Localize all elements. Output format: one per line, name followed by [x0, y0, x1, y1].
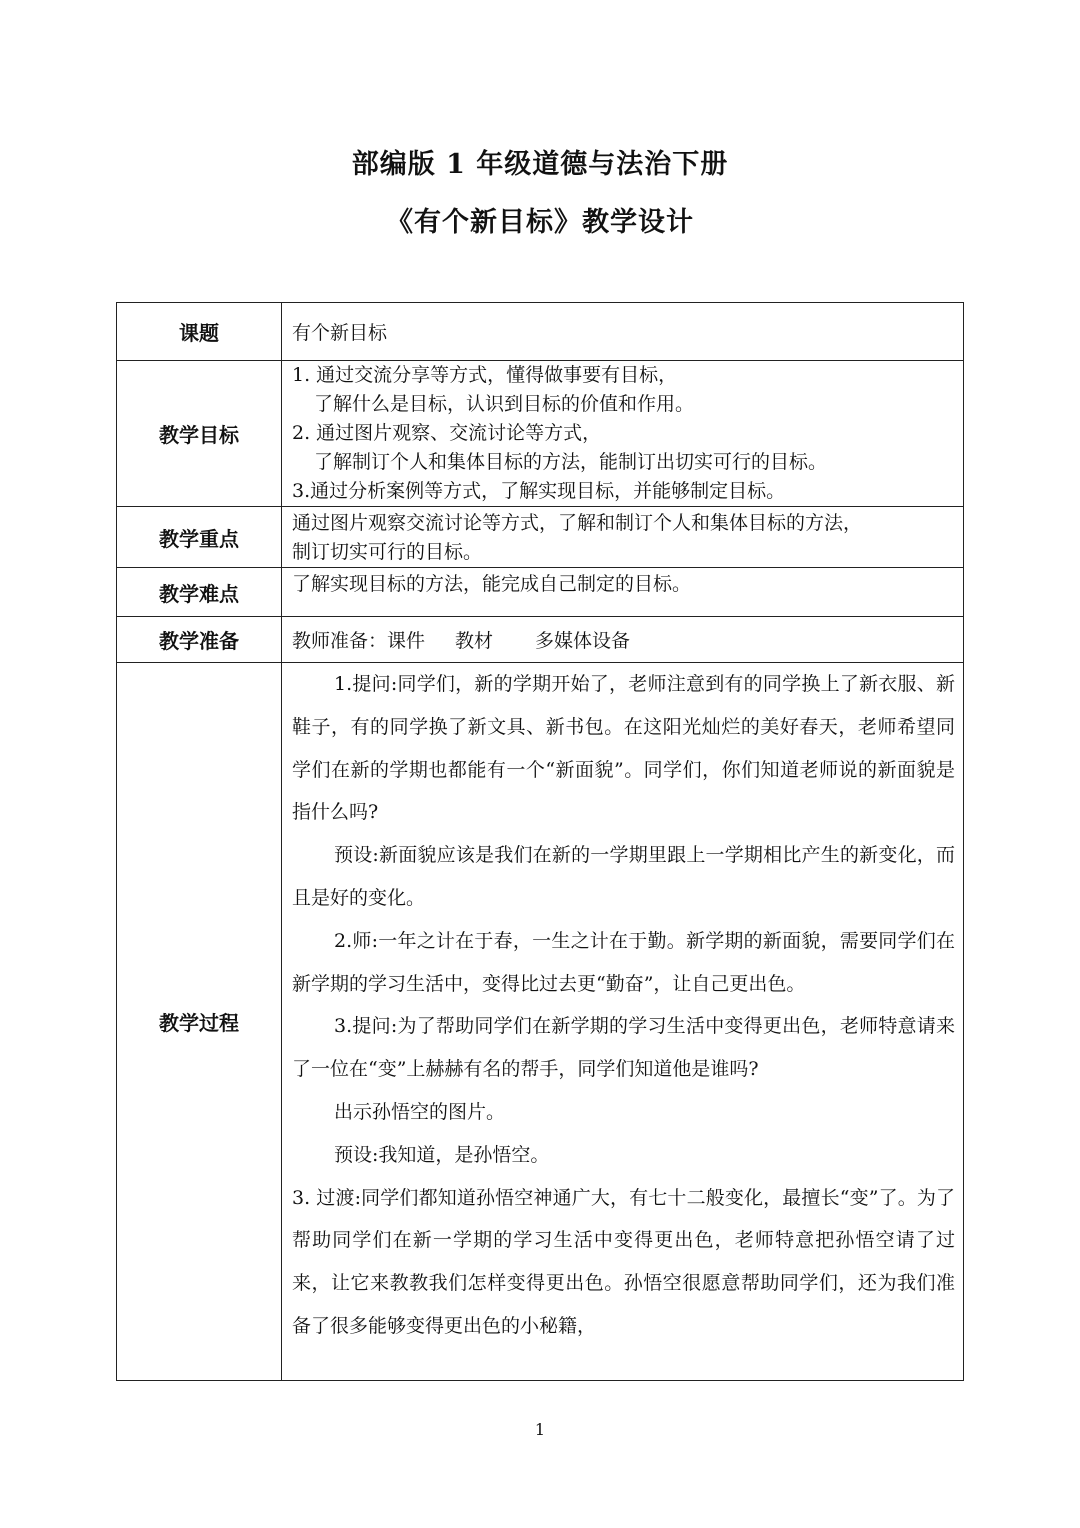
table-row-key-points — [117, 507, 964, 568]
preparation-content — [282, 617, 964, 663]
key-point-line: 制订切实可行的目标。 — [292, 541, 483, 563]
preparation-item: 多媒体设备 — [535, 630, 631, 652]
process-paragraph: 预设:我知道，是孙悟空。 — [334, 1143, 550, 1166]
goal-line: 了解制订个人和集体目标的方法，能制订出切实可行的目标。 — [314, 451, 828, 473]
table-row-goals — [117, 361, 964, 507]
process-paragraph: 出示孙悟空的图片。 — [334, 1100, 506, 1123]
goal-line: 3.通过分析案例等方式，了解实现目标，并能够制定目标。 — [292, 480, 786, 502]
process-label: 教学过程 — [117, 663, 282, 1381]
page-number: 1 — [534, 1420, 546, 1439]
goals-content — [282, 361, 964, 507]
goal-line: 2. 通过图片观察、交流讨论等方式， — [292, 422, 602, 444]
process-paragraph: 1.提问:同学们，新的学期开始了，老师注意到有的同学换上了新衣服、新鞋子，有的同学换了新文具、新书包。在这阳光灿烂的美好春天，老师希望同学们在新的学期也都能有一个“新面貌”。同学们，你们知道老师说的新面貌是指什么吗? — [292, 673, 955, 824]
process-paragraph: 2.师:一年之计在于春，一生之计在于勤。新学期的新面貌，需要同学们在新学期的学习生活中，变得比过去更“勤奋”，让自己更出色。 — [292, 929, 955, 995]
process-paragraph: 3.提问:为了帮助同学们在新学期的学习生活中变得更出色，老师特意请来了一位在“变”上赫赫有名的帮手，同学们知道他是谁吗? — [292, 1015, 955, 1081]
table-row-process — [117, 663, 964, 1381]
key-points-content — [282, 507, 964, 568]
process-paragraph: 3. 过渡:同学们都知道孙悟空神通广大，有七十二般变化，最擅长“变”了。为了帮助同学们在新一学期的学习生活中变得更出色，老师特意把孙悟空请了过来，让它来教教我们怎样变得更出色。孙悟空很愿意帮助同学们，还为我们准备了很多能够变得更出色的小秘籍， — [292, 1186, 955, 1337]
key-points-label: 教学重点 — [117, 507, 282, 568]
document-title-line2: 《有个新目标》教学设计 — [386, 207, 694, 238]
goals-label: 教学目标 — [117, 361, 282, 507]
document-title-line1: 部编版 1 年级道德与法治下册 — [351, 149, 729, 180]
preparation-prefix: 教师准备：课件 — [292, 630, 426, 652]
process-content — [282, 663, 964, 1381]
difficulties-label: 教学难点 — [117, 568, 282, 617]
lesson-plan-table — [116, 302, 964, 1381]
topic-label: 课题 — [117, 303, 282, 361]
preparation-label: 教学准备 — [117, 617, 282, 663]
preparation-item: 教材 — [455, 630, 494, 652]
topic-value: 有个新目标 — [282, 303, 964, 361]
difficulties-value: 了解实现目标的方法，能完成自己制定的目标。 — [282, 568, 964, 617]
process-paragraph: 预设:新面貌应该是我们在新的一学期里跟上一学期相比产生的新变化，而且是好的变化。 — [292, 844, 955, 909]
goal-line: 了解什么是目标，认识到目标的价值和作用。 — [314, 393, 695, 415]
key-point-line: 通过图片观察交流讨论等方式，了解和制订个人和集体目标的方法， — [292, 512, 863, 534]
table-row-topic — [117, 303, 964, 361]
table-row-preparation — [117, 617, 964, 663]
table-row-difficulties — [117, 568, 964, 617]
goal-line: 1. 通过交流分享等方式，懂得做事要有目标， — [292, 364, 678, 386]
